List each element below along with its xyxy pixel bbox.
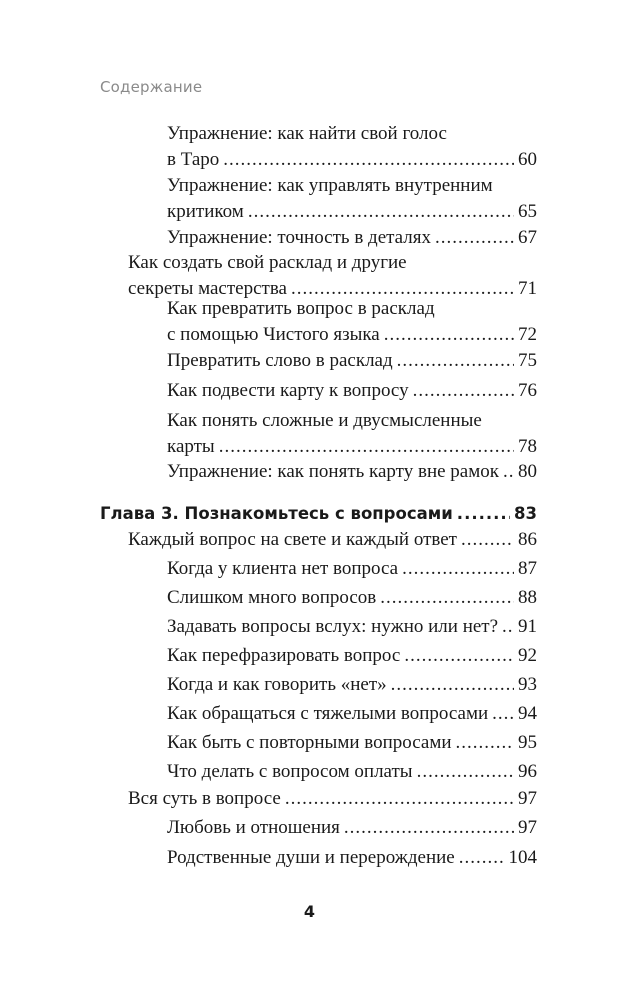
toc-entry-title: в Таро: [167, 149, 220, 170]
leader-dots: [391, 672, 514, 698]
toc-entry-title-line: Как превратить вопрос в расклад: [167, 298, 435, 319]
toc-entry-title: Как быть с повторными вопросами: [167, 732, 452, 753]
toc-entry-page: 75: [518, 350, 537, 371]
leader-dots: [502, 614, 514, 640]
running-head: Содержание: [100, 78, 203, 96]
toc-entry-page: 93: [518, 674, 537, 695]
toc-entry: [167, 845, 537, 871]
toc-entry: [167, 759, 537, 785]
toc-entry-page: 78: [518, 436, 537, 457]
leader-dots: [413, 378, 514, 404]
leader-dots: [285, 786, 514, 812]
toc-entry-page: 88: [518, 587, 537, 608]
toc-entry: [167, 173, 537, 225]
toc-entry-page: 94: [518, 703, 537, 724]
toc-entry-title: Когда у клиента нет вопроса: [167, 558, 399, 579]
leader-dots: [402, 556, 514, 582]
toc-entry-title: с помощью Чистого языка: [167, 324, 380, 345]
toc-entry-page: 95: [518, 732, 537, 753]
toc-entry: [167, 815, 537, 841]
toc-entry: [128, 250, 537, 302]
toc-entry: [167, 643, 537, 669]
toc-entry-page: 92: [518, 645, 537, 666]
toc-entry: [167, 585, 537, 611]
toc-entry: [167, 296, 537, 348]
toc-entry: [167, 378, 537, 404]
toc-entry-title: Превратить слово в расклад: [167, 350, 393, 371]
toc-entry: [167, 614, 537, 640]
toc-entry-page: 97: [518, 788, 537, 809]
toc-entry-title-line: Упражнение: как управлять внутренним: [167, 175, 493, 196]
toc-entry-page: 71: [518, 278, 537, 299]
toc-entry-title: Слишком много вопросов: [167, 587, 377, 608]
toc-entry-title: Как подвести карту к вопросу: [167, 380, 409, 401]
toc-entry-title-line: Как создать свой расклад и другие: [128, 252, 407, 273]
toc-entry: [128, 786, 537, 812]
toc-entry-page: 104: [508, 847, 537, 868]
toc-entry-title: Упражнение: точность в деталях: [167, 227, 431, 248]
toc-entry-title: карты: [167, 436, 215, 457]
toc-entry-page: 72: [518, 324, 537, 345]
toc-entry-title: Как перефразировать вопрос: [167, 645, 401, 666]
leader-dots: [384, 322, 514, 348]
toc-entry-title: Каждый вопрос на свете и каждый ответ: [128, 529, 457, 550]
toc-entry-page: 87: [518, 558, 537, 579]
toc-entry-title: Упражнение: как понять карту вне рамок: [167, 461, 499, 482]
toc-entry-title: Глава 3. Познакомьтесь с вопросами: [100, 504, 453, 523]
leader-dots: [461, 527, 514, 553]
leader-dots: [219, 434, 514, 460]
leader-dots: [492, 701, 514, 727]
toc-entry-page: 97: [518, 817, 537, 838]
leader-dots: [248, 199, 514, 225]
toc-entry: [167, 348, 537, 374]
toc-entry: [167, 672, 537, 698]
toc-entry-title: Родственные души и перерождение: [167, 847, 455, 868]
toc-entry: [167, 408, 537, 460]
leader-dots: [435, 225, 514, 251]
toc-entry-page: 86: [518, 529, 537, 550]
leader-dots: [404, 643, 514, 669]
leader-dots: [503, 459, 514, 485]
toc-entry: [128, 527, 537, 553]
leader-dots: [457, 501, 510, 527]
toc-entry: [167, 459, 537, 485]
toc-entry-page: 96: [518, 761, 537, 782]
toc-entry-page: 91: [518, 616, 537, 637]
toc-entry: [167, 701, 537, 727]
toc-entry-title: секреты мастерства: [128, 278, 287, 299]
leader-dots: [344, 815, 514, 841]
toc-entry-page: 76: [518, 380, 537, 401]
toc-entry-title: Когда и как говорить «нет»: [167, 674, 387, 695]
toc-entry-title: Как обращаться с тяжелыми вопросами: [167, 703, 489, 724]
leader-dots: [223, 147, 514, 173]
toc-entry-title-line: Упражнение: как найти свой голос: [167, 123, 447, 144]
toc-entry-page: 65: [518, 201, 537, 222]
toc-entry-page: 83: [514, 504, 537, 523]
toc-entry-page: 80: [518, 461, 537, 482]
toc-entry-title: критиком: [167, 201, 244, 222]
toc-entry-title: Вся суть в вопросе: [128, 788, 281, 809]
toc-entry: [167, 225, 537, 251]
page-number: 4: [303, 902, 316, 921]
leader-dots: [456, 730, 514, 756]
toc-entry: [167, 730, 537, 756]
toc-entry-title: Любовь и отношения: [167, 817, 340, 838]
toc-entry: [167, 556, 537, 582]
toc-entry-title: Что делать с вопросом оплаты: [167, 761, 413, 782]
leader-dots: [380, 585, 514, 611]
toc-entry-title-line: Как понять сложные и двусмысленные: [167, 410, 482, 431]
toc-entry-title: Задавать вопросы вслух: нужно или нет?: [167, 616, 499, 637]
toc-entry-page: 60: [518, 149, 537, 170]
toc-entry-page: 67: [518, 227, 537, 248]
leader-dots: [417, 759, 514, 785]
toc-chapter-entry: [100, 501, 537, 527]
leader-dots: [459, 845, 505, 871]
leader-dots: [397, 348, 514, 374]
toc-entry: [167, 121, 537, 173]
